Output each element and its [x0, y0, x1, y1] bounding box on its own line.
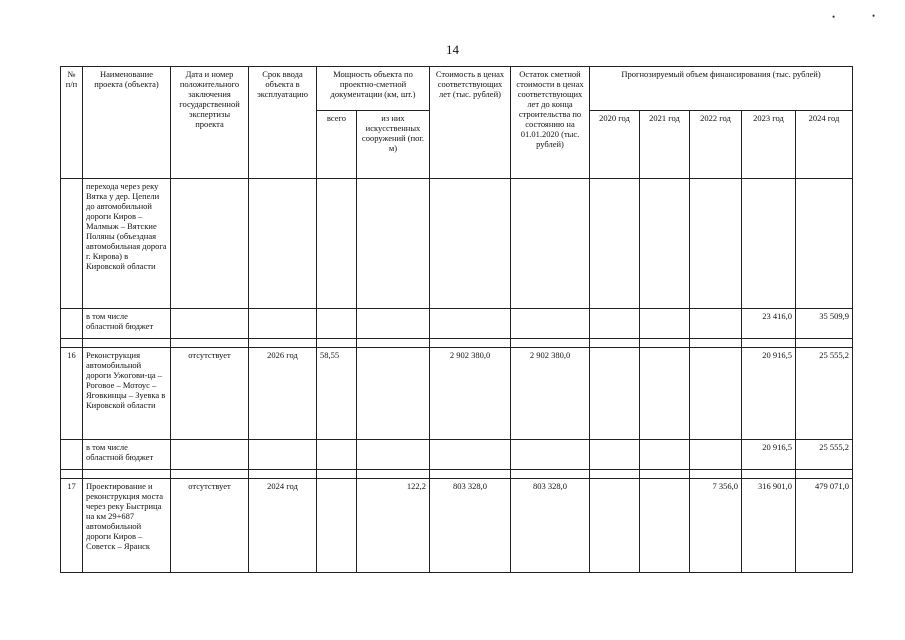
header-year: 2023 год — [742, 111, 796, 179]
cell-remain — [511, 309, 590, 339]
cell-capacity-structures — [357, 440, 430, 470]
row-gap — [61, 470, 853, 479]
cell-2021 — [640, 440, 690, 470]
header-name: Наименование проекта (объекта) — [83, 67, 171, 179]
cell-name: Проектирование и реконструкция моста через реку Быстрица на км 29+687 автомобильной дороги Киров – Советск – Яранск — [83, 479, 171, 573]
header-year: 2021 год — [640, 111, 690, 179]
table-row — [61, 309, 853, 339]
cell-2022 — [690, 179, 742, 309]
cell-name: перехода через реку Вятка у дер. Цепели до автомобильной дороги Киров – Малмыж – Вятские Поляны (объездная автомобильная дорога г. Кирова) в Кировской области — [83, 179, 171, 309]
cell-num — [61, 179, 83, 309]
cell-capacity-total — [317, 479, 357, 573]
cell-expertise: отсутствует — [171, 479, 249, 573]
cell-name: Реконструкция автомобильной дороги Ужогови-ца – Роговое – Мотоус – Яговкинцы – Зуевка в Кировской области — [83, 348, 171, 440]
header-cost: Стоимость в ценах соответствующих лет (тыс. рублей) — [430, 67, 511, 179]
page-number: 14 — [446, 42, 459, 57]
cell-commission — [249, 309, 317, 339]
header-year: 2022 год — [690, 111, 742, 179]
header-year: 2024 год — [796, 111, 853, 179]
cell-cost — [430, 440, 511, 470]
cell-2023: 20 916,5 — [742, 440, 796, 470]
cell-remain: 2 902 380,0 — [511, 348, 590, 440]
cell-remain: 803 328,0 — [511, 479, 590, 573]
cell-2021 — [640, 479, 690, 573]
cell-cost — [430, 309, 511, 339]
cell-capacity-total — [317, 440, 357, 470]
cell-capacity-total — [317, 179, 357, 309]
cell-num: 16 — [61, 348, 83, 440]
cell-commission: 2026 год — [249, 348, 317, 440]
cell-capacity-structures — [357, 179, 430, 309]
cell-expertise: отсутствует — [171, 348, 249, 440]
row-gap — [61, 339, 853, 348]
table-row — [61, 440, 853, 470]
cell-cost: 803 328,0 — [430, 479, 511, 573]
cell-remain — [511, 179, 590, 309]
cell-2023: 23 416,0 — [742, 309, 796, 339]
scan-speck: • — [832, 12, 836, 22]
header-year: 2020 год — [590, 111, 640, 179]
cell-2024: 25 555,2 — [796, 348, 853, 440]
cell-2023: 20 916,5 — [742, 348, 796, 440]
cell-2020 — [590, 348, 640, 440]
table-row — [61, 479, 853, 573]
cell-commission — [249, 179, 317, 309]
cell-2024: 25 555,2 — [796, 440, 853, 470]
cell-commission: 2024 год — [249, 479, 317, 573]
cell-2020 — [590, 309, 640, 339]
cell-capacity-structures — [357, 348, 430, 440]
cell-name: в том числе областной бюджет — [83, 440, 171, 470]
cell-cost — [430, 179, 511, 309]
cell-capacity-total — [317, 309, 357, 339]
cell-name: в том числе областной бюджет — [83, 309, 171, 339]
header-expertise: Дата и номер положительного заключения государственной экспертизы проекта — [171, 67, 249, 179]
cell-2021 — [640, 179, 690, 309]
cell-expertise — [171, 440, 249, 470]
header-num: № п/п — [61, 67, 83, 179]
header-capacity-total: всего — [317, 111, 357, 179]
financing-table — [60, 66, 853, 573]
cell-2024 — [796, 179, 853, 309]
cell-commission — [249, 440, 317, 470]
table-row — [61, 179, 853, 309]
header-commission: Срок ввода объекта в эксплуатацию — [249, 67, 317, 179]
cell-2021 — [640, 309, 690, 339]
cell-capacity-structures — [357, 309, 430, 339]
cell-2020 — [590, 440, 640, 470]
header-capacity: Мощность объекта по проектно-сметной документации (км, шт.) — [317, 67, 430, 111]
table-row — [61, 348, 853, 440]
cell-2021 — [640, 348, 690, 440]
cell-capacity-total: 58,55 — [317, 348, 357, 440]
cell-num — [61, 440, 83, 470]
cell-2024: 35 509,9 — [796, 309, 853, 339]
cell-expertise — [171, 309, 249, 339]
header-remain: Остаток сметной стоимости в ценах соответствующих лет до конца строительства по состоянию на 01.01.2020 (тыс. рублей) — [511, 67, 590, 179]
header-forecast: Прогнозируемый объем финансирования (тыс. рублей) — [590, 67, 853, 111]
cell-capacity-structures: 122,2 — [357, 479, 430, 573]
cell-2020 — [590, 479, 640, 573]
cell-remain — [511, 440, 590, 470]
cell-2022 — [690, 440, 742, 470]
cell-2024: 479 071,0 — [796, 479, 853, 573]
cell-2022 — [690, 348, 742, 440]
cell-2020 — [590, 179, 640, 309]
cell-2022 — [690, 309, 742, 339]
cell-num — [61, 309, 83, 339]
cell-cost: 2 902 380,0 — [430, 348, 511, 440]
cell-num: 17 — [61, 479, 83, 573]
cell-2022: 7 356,0 — [690, 479, 742, 573]
header-capacity-structures: из них искусственных сооружений (пог. м) — [357, 111, 430, 179]
cell-2023 — [742, 179, 796, 309]
cell-2023: 316 901,0 — [742, 479, 796, 573]
cell-expertise — [171, 179, 249, 309]
scan-speck: • — [872, 11, 876, 21]
